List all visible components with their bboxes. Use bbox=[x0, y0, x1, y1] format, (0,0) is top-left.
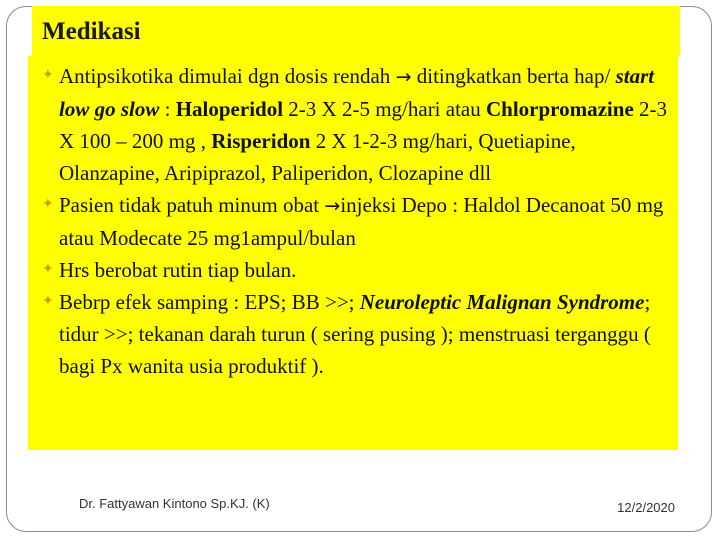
bullet-emphasis: start low go slow bbox=[59, 64, 655, 121]
drug-name: Chlorpromazine bbox=[486, 97, 634, 121]
bullet-text: Pasien tidak patuh minum obat bbox=[59, 193, 325, 217]
drug-name: Haloperidol bbox=[175, 97, 284, 121]
slide-title: Medikasi bbox=[42, 18, 141, 45]
bullet-text: injeksi Depo : Haldol Decanoat 50 mg atau Modecate 25 mg1ampul/bulan bbox=[59, 193, 664, 250]
bullet-text: Hrs berobat rutin tiap bulan. bbox=[59, 258, 297, 282]
bullet-emphasis: Neuroleptic Malignan Syndrome bbox=[359, 290, 645, 314]
bullet-text: 2-3 X 2-5 mg/hari atau bbox=[283, 97, 486, 121]
footer-date: 12/2/2020 bbox=[617, 500, 675, 515]
bullet-text: 2-3 X 100 – 200 mg , bbox=[59, 97, 668, 153]
bullet-text: : bbox=[159, 97, 176, 121]
bullet-diamond-icon: ✦ bbox=[42, 294, 54, 309]
bullet-diamond-icon: ✦ bbox=[42, 262, 54, 277]
right-arrow-icon: → bbox=[324, 195, 341, 217]
bullet-text: Antipsikotika dimulai dgn dosis rendah bbox=[59, 64, 396, 88]
bullet-text: ditingkatkan berta hap/ bbox=[411, 64, 616, 88]
bullet-item bbox=[42, 286, 672, 382]
bullet-diamond-icon: ✦ bbox=[42, 68, 54, 83]
drug-name: Risperidon bbox=[211, 129, 311, 153]
bullet-list bbox=[42, 60, 672, 382]
bullet-item bbox=[42, 60, 672, 189]
right-arrow-icon: → bbox=[395, 66, 412, 88]
bullet-text: 2 X 1-2-3 mg/hari, Quetiapine, Olanzapine, Aripiprazol, Paliperidon, Clozapine dll bbox=[59, 129, 576, 185]
bullet-item bbox=[42, 254, 672, 286]
bullet-item bbox=[42, 189, 672, 254]
bullet-text: Bebrp efek samping : EPS; BB >>; bbox=[59, 290, 360, 314]
footer-author: Dr. Fattyawan Kintono Sp.KJ. (K) bbox=[79, 496, 270, 511]
bullet-text: ; tidur >>; tekanan darah turun ( sering pusing ); menstruasi terganggu ( bagi Px wanita usia produktif ). bbox=[59, 290, 651, 378]
bullet-diamond-icon: ✦ bbox=[42, 197, 54, 212]
